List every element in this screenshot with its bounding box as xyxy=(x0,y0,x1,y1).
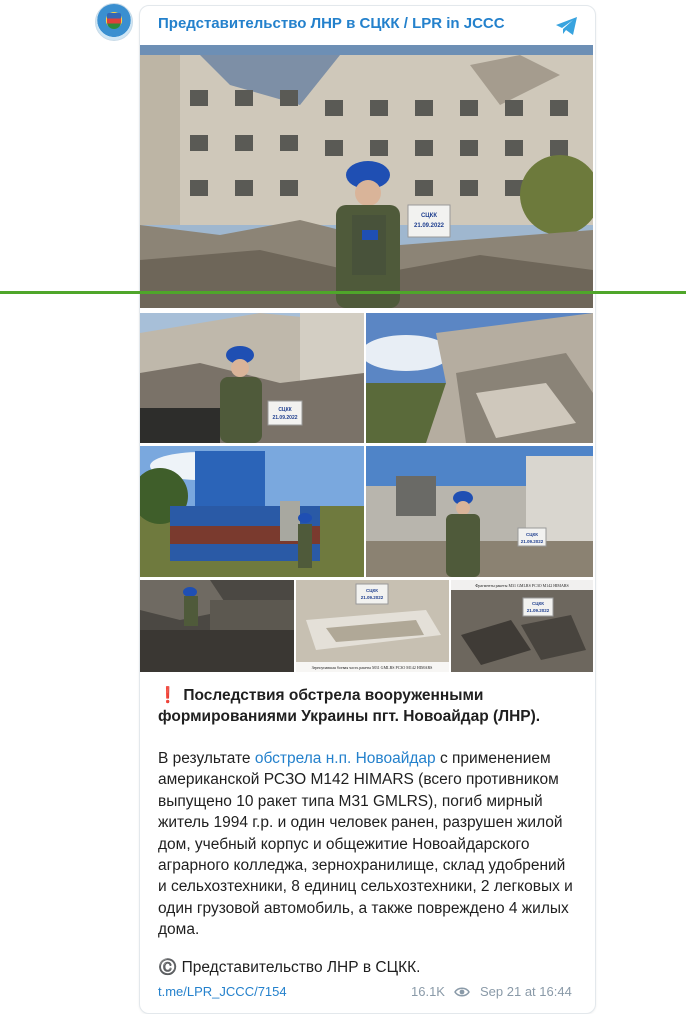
green-divider-line xyxy=(0,291,686,294)
caption-signature xyxy=(158,957,578,978)
caption-headline xyxy=(158,685,578,728)
post-link[interactable]: t.me/LPR_JCCC/7154 xyxy=(158,984,287,999)
sign-text-5: СЦКК xyxy=(531,601,545,606)
channel-name-link[interactable]: Представительство ЛНР в СЦКК / LPR in JCCC xyxy=(158,15,505,32)
headline-text: Последствия обстрела вооруженными формированиями Украины пгт. Новоайдар (ЛНР). xyxy=(158,687,541,726)
body-text-post: с применением американской РСЗО М142 HIMARS (всего противником выпущено 10 ракет типа М31 GMLRS), погиб мирный житель 1994 г.р. и один человек ранен, разрушен жилой дом, учебный корпус и общежитие Новоайдарского аграрного колледжа, зернохранилище, склад удобрений и сельхозтехники, 8 единиц сельхозтехники, 2 легковых и один грузовой автомобиль, а также повреждено 4 жилых дома. xyxy=(158,750,573,939)
caption-body xyxy=(158,748,578,941)
sign-date-4: 21.09.2022 xyxy=(360,595,384,600)
eye-icon xyxy=(454,985,470,999)
photo-row2-right[interactable] xyxy=(366,313,593,443)
copyright-icon: ©️ xyxy=(158,959,178,976)
sign-text-2: СЦКК xyxy=(278,407,292,413)
missile-caption-right: Фрагменты ракеты М31 GMLRS РСЗО М142 HIMARS xyxy=(475,583,569,588)
telegram-icon[interactable] xyxy=(555,15,579,37)
missile-caption-left: Зерноупавшая боевая часть ракеты М31 GMLRS РСЗО М142 HIMARS xyxy=(311,665,433,670)
photo-row3-left[interactable] xyxy=(140,446,364,577)
sign-text-1: СЦКК xyxy=(420,213,438,219)
channel-avatar[interactable] xyxy=(95,3,133,41)
exclamation-icon: ❗ xyxy=(158,687,178,704)
sign-date-5: 21.09.2022 xyxy=(526,608,550,613)
post-date[interactable]: Sep 21 at 16:44 xyxy=(480,984,572,999)
view-count: 16.1K xyxy=(411,984,445,999)
photo-row4-right[interactable] xyxy=(451,580,593,672)
sign-date-3: 21.09.2022 xyxy=(520,539,544,544)
photo-row4-left[interactable] xyxy=(140,580,294,672)
photo-row3-right[interactable] xyxy=(366,446,593,577)
sign-text-3: СЦКК xyxy=(525,532,539,537)
sign-date-1: 21.09.2022 xyxy=(413,223,445,229)
body-text-pre: В результате xyxy=(158,750,255,767)
signature-text: Представительство ЛНР в СЦКК. xyxy=(181,959,421,976)
sign-text-4: СЦКК xyxy=(365,588,379,593)
photo-row2-left[interactable] xyxy=(140,313,364,443)
photo-main[interactable] xyxy=(140,45,593,308)
sign-date-2: 21.09.2022 xyxy=(272,415,298,421)
photo-row4-middle[interactable] xyxy=(296,580,449,672)
body-inline-link[interactable]: обстрела н.п. Новоайдар xyxy=(254,750,436,767)
